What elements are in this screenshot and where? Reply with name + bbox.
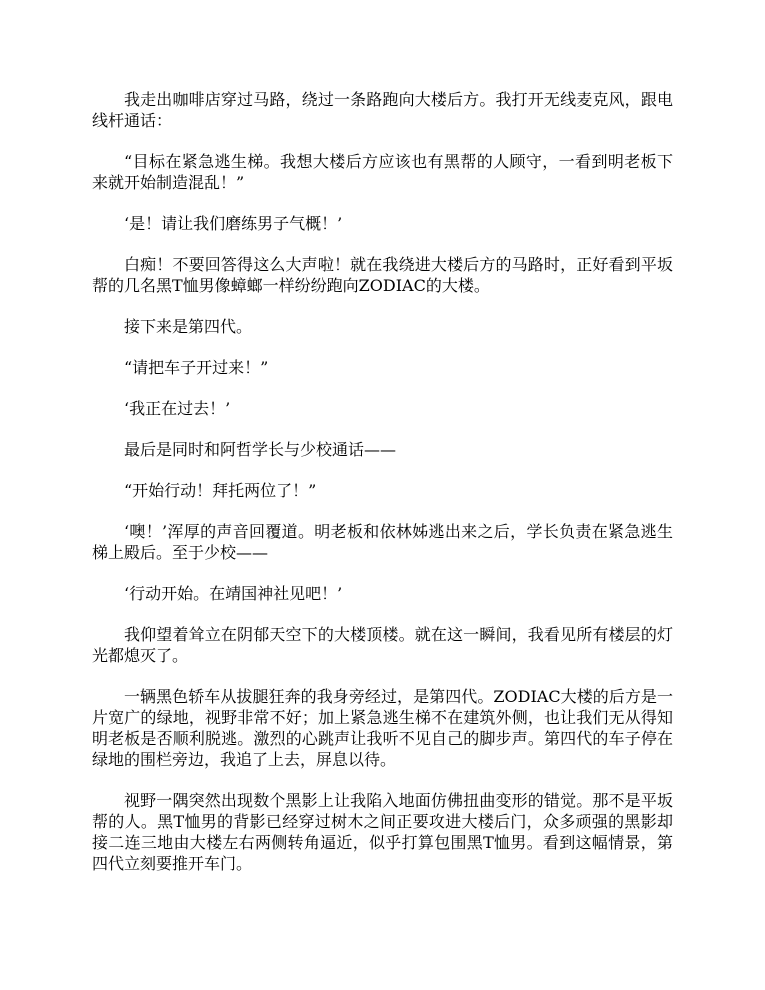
paragraph: ‘是！请让我们磨练男子气概！’ <box>124 214 343 233</box>
paragraph: 白痴！不要回答得这么大声啦！就在我绕进大楼后方的马路时，正好看到平坂帮的几名黑T恤男像蟑螂一样纷纷跑向ZODIAC的大楼。 <box>92 255 673 295</box>
paragraph: 一辆黑色轿车从拔腿狂奔的我身旁经过，是第四代。ZODIAC大楼的后方是一片宽广的绿地，视野非常不好；加上紧急逃生梯不在建筑外侧，也让我们无从得知明老板是否顺利脱逃。激烈的心跳声让我听不见自己的脚步声。第四代的车子停在绿地的围栏旁边，我追了上去，屏息以待。 <box>92 687 673 769</box>
paragraph: 最后是同时和阿哲学长与少校通话—— <box>124 440 397 459</box>
paragraph: 接下来是第四代。 <box>124 317 253 336</box>
paragraph: ‘我正在过去！’ <box>124 399 231 418</box>
document-page <box>92 89 673 894</box>
paragraph: 我仰望着耸立在阴郁天空下的大楼顶楼。就在这一瞬间，我看见所有楼层的灯光都熄灭了。 <box>92 625 673 665</box>
paragraph: “目标在紧急逃生梯。我想大楼后方应该也有黑帮的人顾守，一看到明老板下来就开始制造混乱！” <box>92 152 673 192</box>
paragraph: ‘噢！’浑厚的声音回覆道。明老板和依林姊逃出来之后，学长负责在紧急逃生梯上殿后。至于少校—— <box>92 522 673 562</box>
paragraph: “请把车子开过来！” <box>124 358 269 377</box>
paragraph: ‘行动开始。在靖国神社见吧！’ <box>124 584 343 603</box>
paragraph: “开始行动！拜托两位了！” <box>124 481 317 500</box>
paragraph: 我走出咖啡店穿过马路，绕过一条路跑向大楼后方。我打开无线麦克风，跟电线杆通话： <box>92 90 673 130</box>
paragraph: 视野一隅突然出现数个黑影上让我陷入地面仿佛扭曲变形的错觉。那不是平坂帮的人。黑T恤男的背影已经穿过树木之间正要攻进大楼后门，众多顽强的黑影却接二连三地由大楼左右两侧转角逼近，似乎打算包围黑T恤男。看到这幅情景，第四代立刻要推开车门。 <box>92 791 673 873</box>
